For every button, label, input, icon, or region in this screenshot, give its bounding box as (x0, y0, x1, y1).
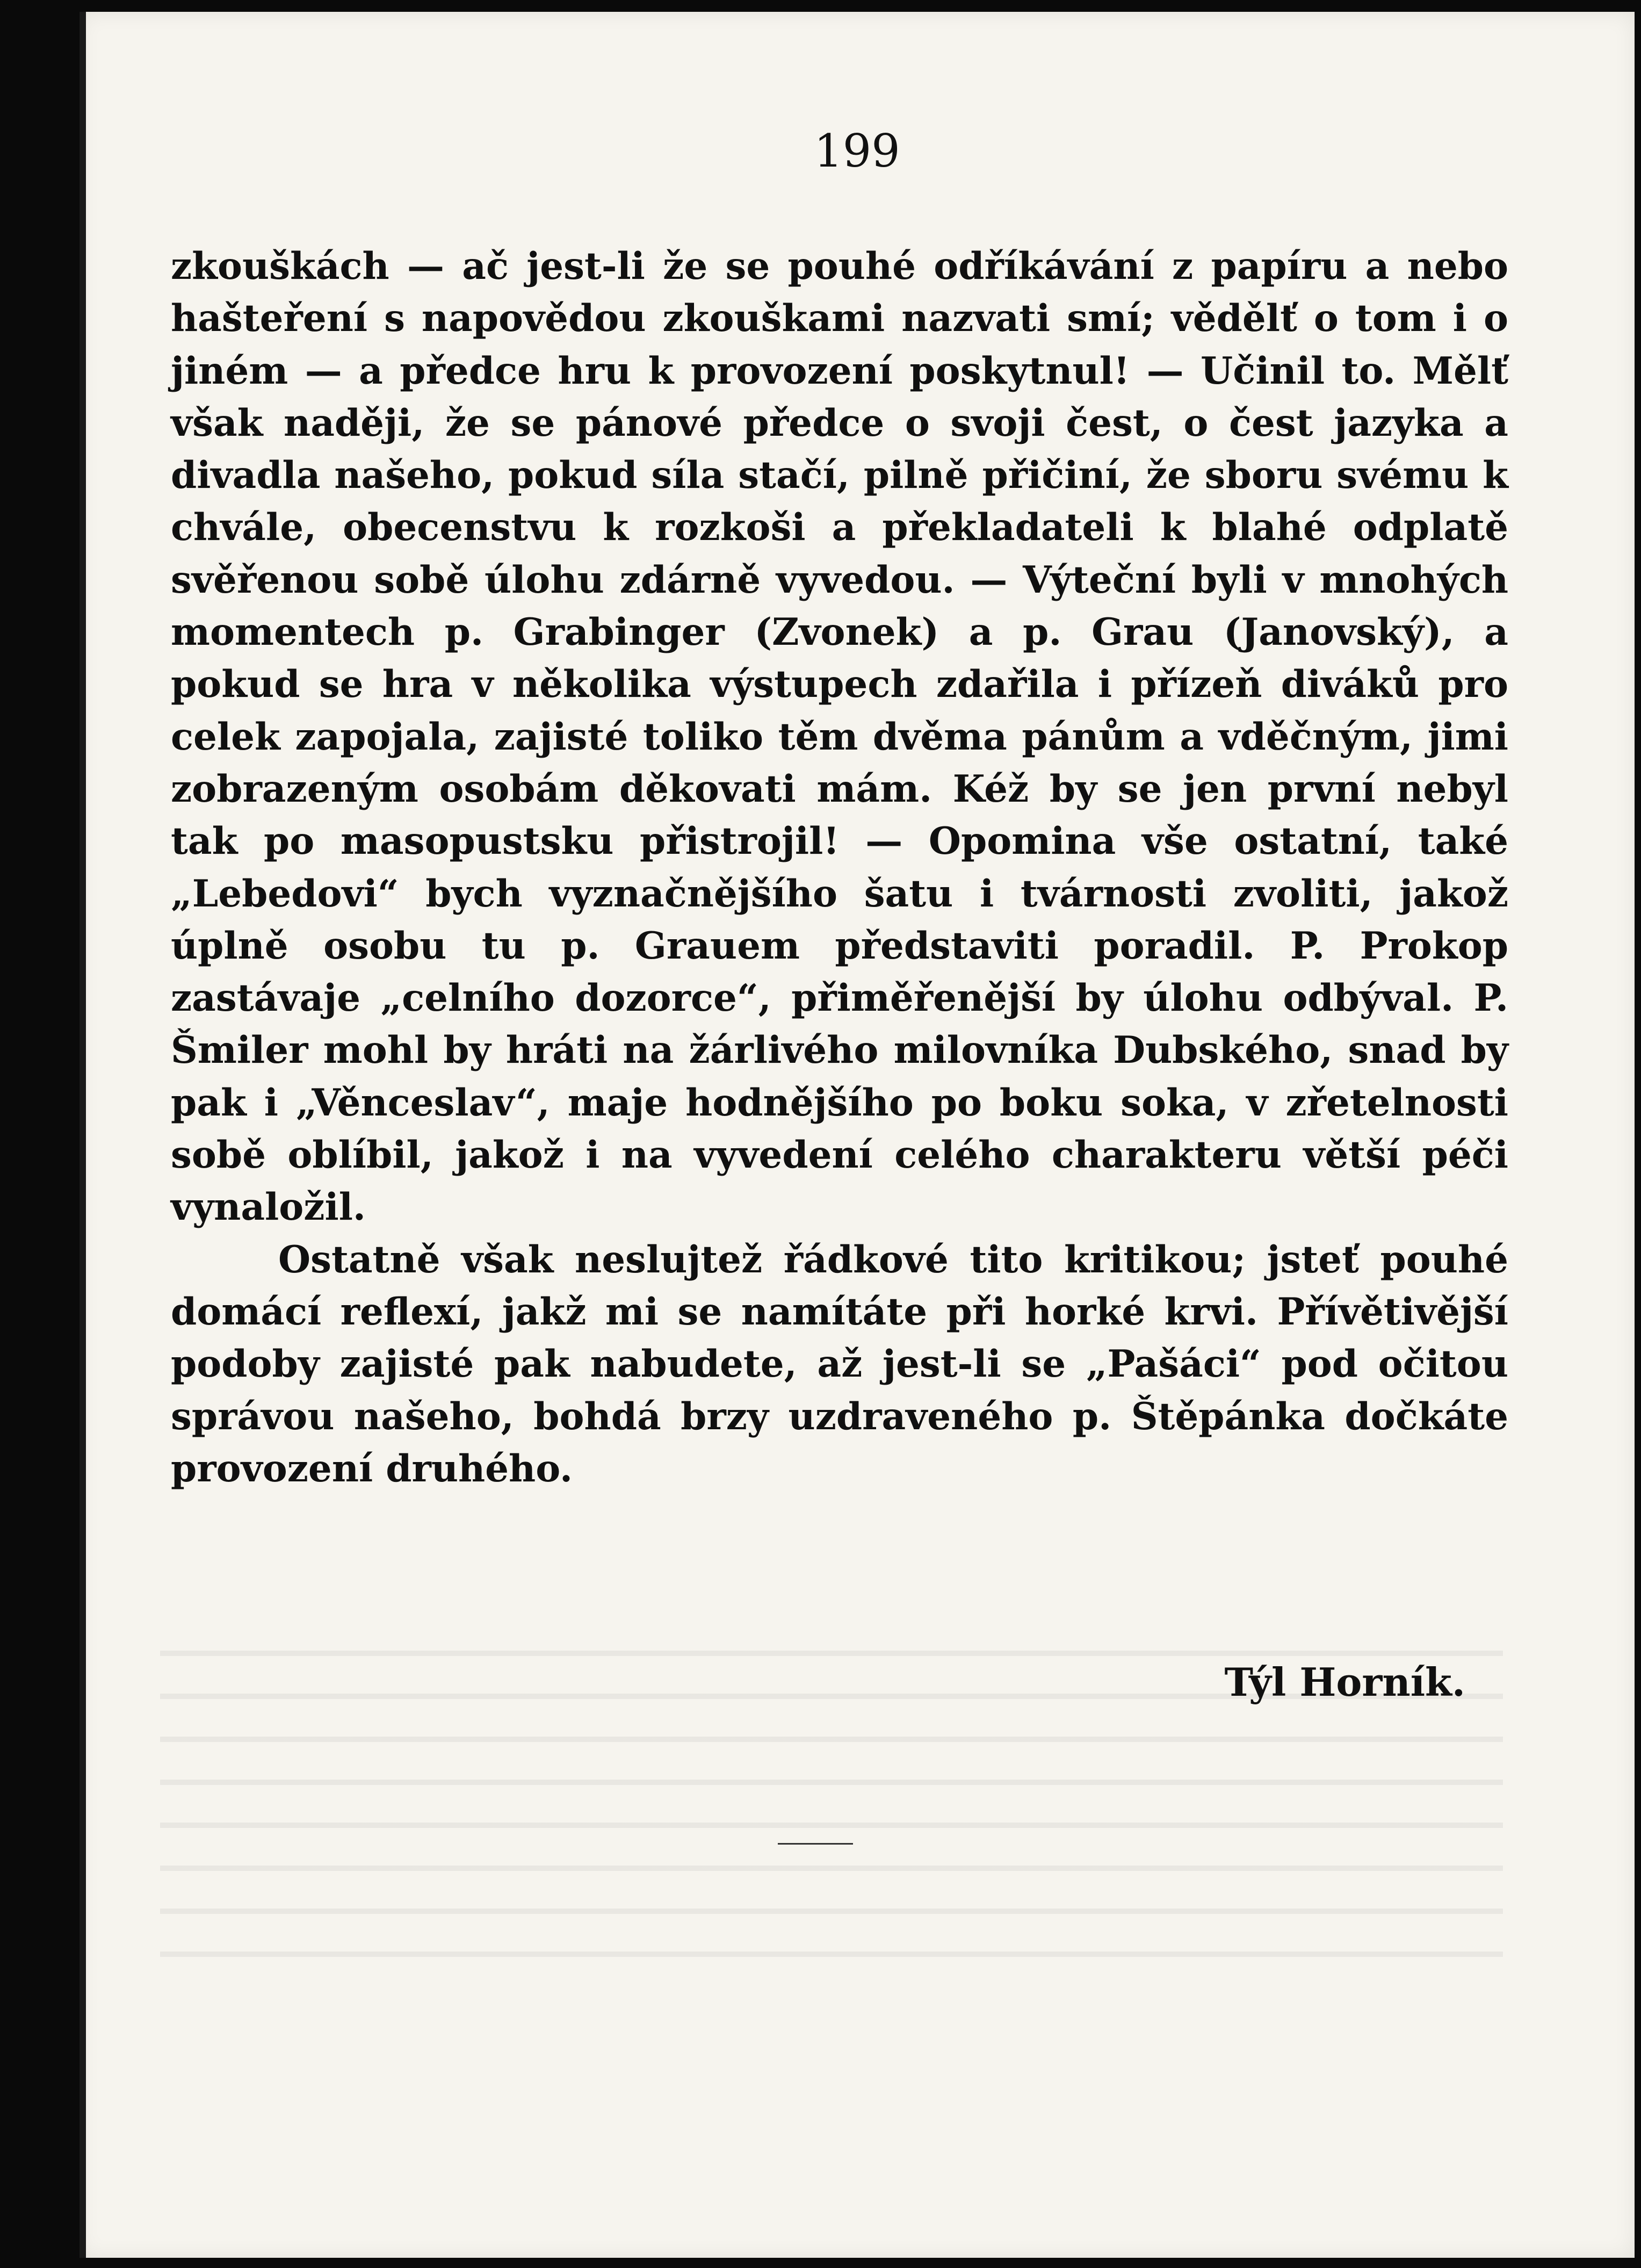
author-signature: Týl Horník. (1224, 1659, 1465, 1705)
body-text (171, 240, 1508, 1495)
book-page (79, 12, 1635, 2258)
closing-rule (778, 1843, 853, 1845)
paragraph-1: zkouškách — ač jest-li že se pouhé odříkávání z papíru a nebo hašteření s napovědou zkouškami nazvati smí; vědělť o tom i o jiném — a předce hru k provození poskytnul! — Učinil to. Mělť však naději, že se pánové předce o svoji čest, o čest jazyka a divadla našeho, pokud síla stačí, pilně přičiní, že sboru svému k chvále, obecenstvu k rozkoši a překladateli k blahé odplatě svěřenou sobě úlohu zdárně vyvedou. — Výteční byli v mnohých momentech p. Grabinger (Zvonek) a p. Grau (Janovský), a pokud se hra v několika výstupech zdařila i přízeň diváků pro celek zapojala, zajisté toliko těm dvěma pánům a vděčným, jimi zobrazeným osobám děkovati mám. Kéž by se jen první nebyl tak po masopustsku přistrojil! — Opomina vše ostatní, také „Lebedovi“ bych vyznačnějšího šatu i tvárnosti zvoliti, jakož úplně osobu tu p. Grauem představiti poradil. P. Prokop zastávaje „celního dozorce“, přiměřenější by úlohu odbýval. P. Šmiler mohl by hráti na žárlivého milovníka Dubského, snad by pak i „Věnceslav“, maje hodnějšího po boku soka, v zřetelnosti sobě oblíbil, jakož i na vyvedení celého charakteru větší péči vynaložil. (171, 244, 1508, 1229)
paragraph-2: Ostatně však neslujtež řádkové tito kritikou; jsteť pouhé domácí reflexí, jakž mi se namítáte při horké krvi. Přívětivější podoby zajisté pak nabudete, až jest-li se „Pašáci“ pod očitou správou našeho, bohdá brzy uzdraveného p. Štěpánka dočkáte provození druhého. (171, 1237, 1508, 1491)
page-left-edge (79, 12, 86, 2258)
page-number: 199 (814, 125, 900, 177)
